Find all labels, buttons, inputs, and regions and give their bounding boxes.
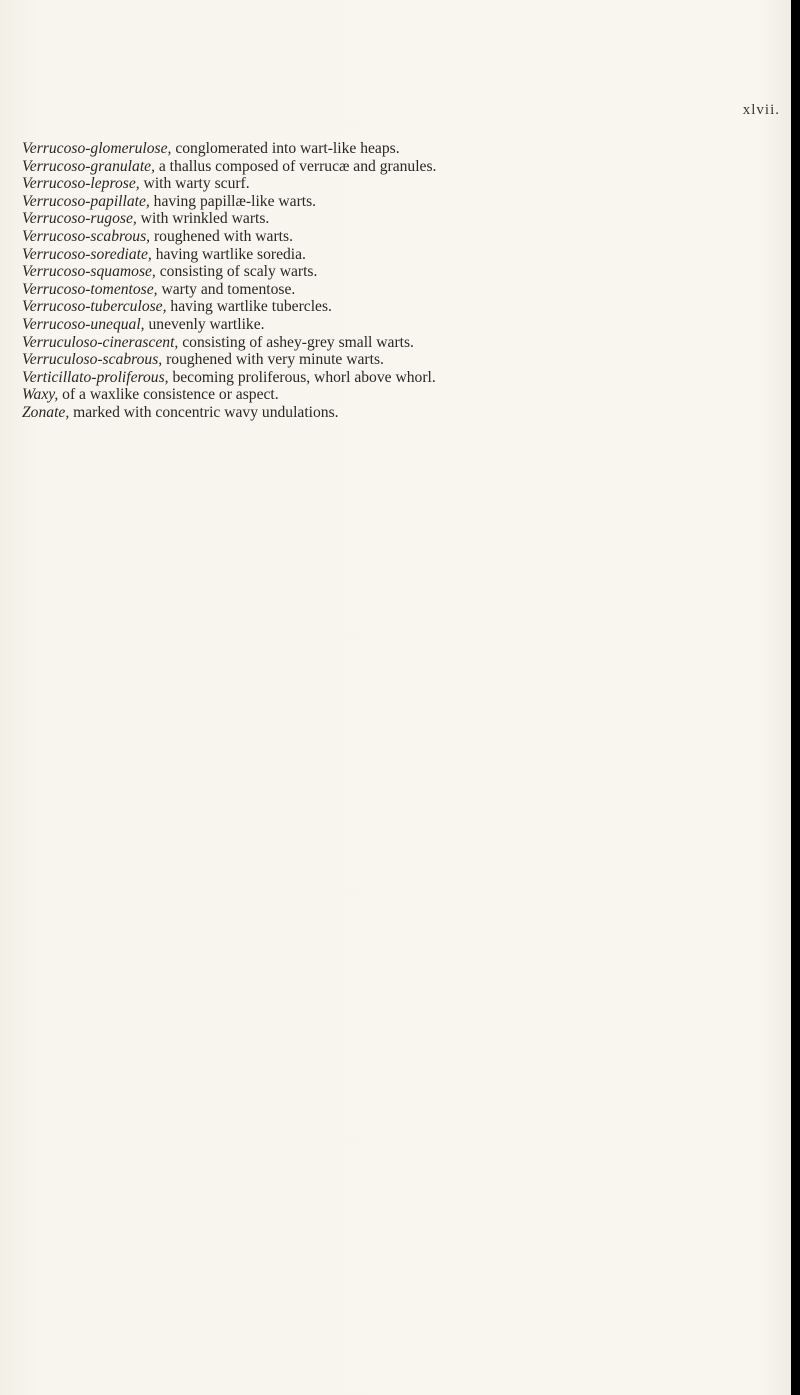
glossary-entry	[22, 175, 782, 193]
glossary-definition: having wartlike soredia.	[151, 245, 306, 263]
glossary-entry	[22, 386, 782, 404]
glossary-entry	[22, 404, 782, 422]
glossary-list	[22, 140, 782, 422]
glossary-definition: roughened with warts.	[150, 227, 293, 245]
glossary-definition: having papillæ-like warts.	[149, 192, 317, 210]
glossary-definition: unevenly wartlike.	[144, 315, 265, 333]
glossary-entry	[22, 351, 782, 369]
glossary-definition: consisting of scaly warts.	[155, 263, 318, 281]
glossary-entry	[22, 246, 782, 264]
glossary-term: Verrucoso-granulate,	[22, 157, 155, 175]
glossary-term: Verrucoso-scabrous,	[22, 227, 151, 245]
glossary-definition: of a waxlike consistence or aspect.	[58, 386, 279, 404]
glossary-term: Verrucoso-leprose,	[22, 175, 140, 193]
glossary-term: Verrucoso-papillate,	[22, 192, 150, 210]
scan-edge-border	[791, 0, 800, 1395]
glossary-entry	[22, 228, 782, 246]
glossary-term: Verrucoso-unequal,	[22, 315, 145, 333]
glossary-definition: conglomerated into wart-like heaps.	[171, 140, 400, 157]
glossary-term: Zonate,	[22, 403, 70, 421]
glossary-definition: a thallus composed of verrucæ and granules.	[154, 157, 437, 175]
glossary-term: Verrucoso-glomerulose,	[22, 140, 172, 157]
glossary-entry	[22, 158, 782, 176]
glossary-term: Verrucoso-sorediate,	[22, 245, 152, 263]
glossary-term: Verrucoso-squamose,	[22, 263, 156, 281]
glossary-definition: roughened with very minute warts.	[162, 351, 384, 369]
page-number: xlvii.	[742, 102, 780, 118]
glossary-entry	[22, 281, 782, 299]
glossary-entry	[22, 193, 782, 211]
glossary-definition: having wartlike tubercles.	[166, 298, 332, 316]
glossary-entry	[22, 263, 782, 281]
glossary-term: Verruculoso-cinerascent,	[22, 333, 179, 351]
glossary-definition: becoming proliferous, whorl above whorl.	[168, 368, 436, 386]
glossary-definition: with wrinkled warts.	[136, 210, 270, 228]
glossary-entry	[22, 140, 782, 158]
glossary-term: Verticillato-proliferous,	[22, 368, 169, 386]
glossary-definition: warty and tomentose.	[157, 280, 296, 298]
glossary-entry	[22, 210, 782, 228]
glossary-entry	[22, 369, 782, 387]
glossary-definition: with warty scurf.	[139, 175, 250, 193]
glossary-entry	[22, 316, 782, 334]
glossary-entry	[22, 334, 782, 352]
glossary-definition: consisting of ashey-grey small warts.	[178, 333, 414, 351]
glossary-term: Verruculoso-scabrous,	[22, 351, 163, 369]
glossary-term: Verrucoso-rugose,	[22, 210, 137, 228]
glossary-definition: marked with concentric wavy undulations.	[69, 403, 339, 421]
glossary-entry	[22, 298, 782, 316]
glossary-term: Waxy,	[22, 386, 59, 404]
glossary-term: Verrucoso-tomentose,	[22, 280, 158, 298]
glossary-term: Verrucoso-tuberculose,	[22, 298, 167, 316]
